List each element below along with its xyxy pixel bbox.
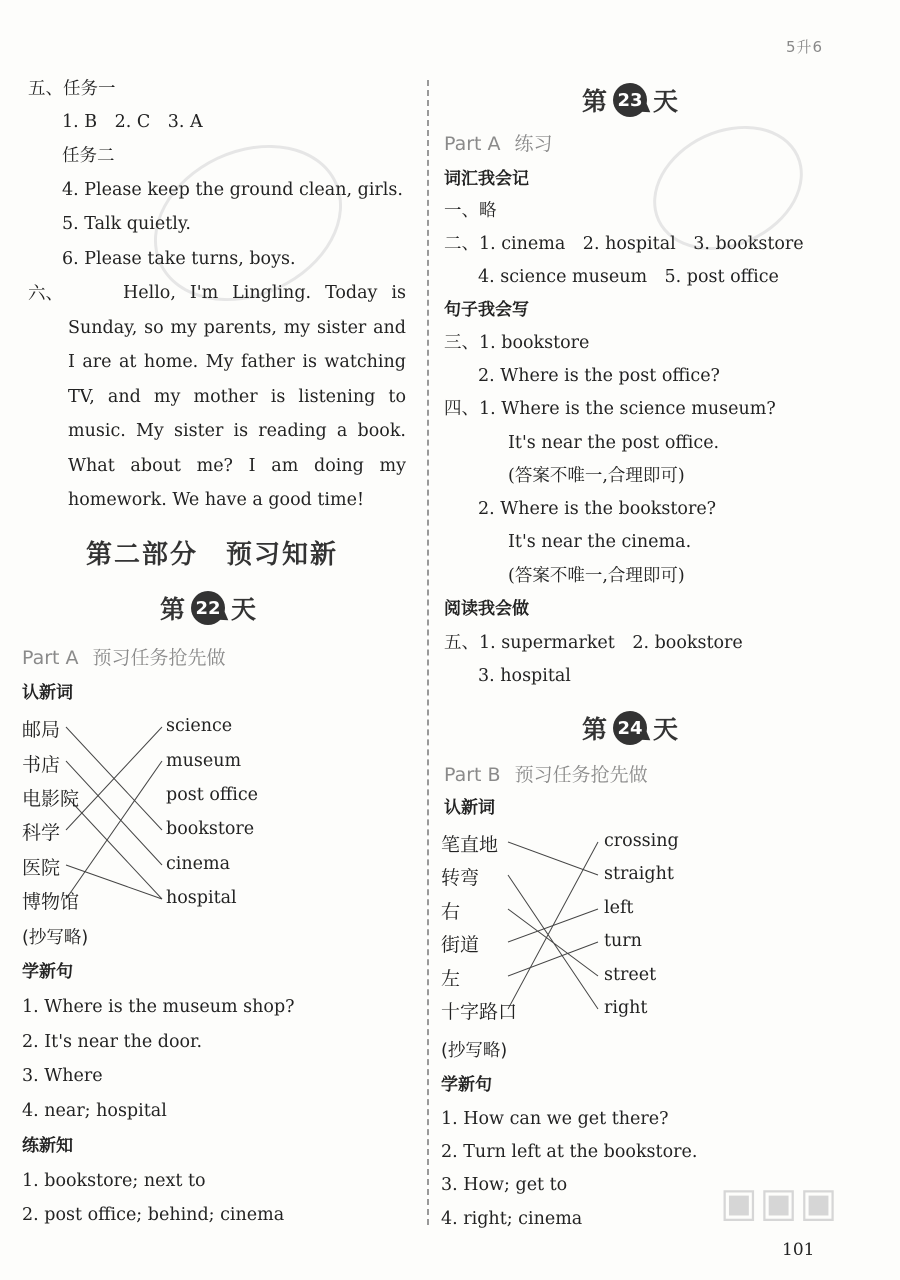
- answer-line: 3. hospital: [478, 666, 571, 686]
- practice-heading: 练新知: [22, 1136, 73, 1156]
- day-suffix: 天: [653, 715, 679, 744]
- matching-line: [508, 909, 598, 976]
- chinese-word: 书店: [22, 754, 61, 776]
- copy-note: (抄写略): [22, 928, 89, 948]
- new-words-heading: 认新词: [444, 798, 495, 818]
- part-title: 练习: [514, 133, 553, 155]
- practice-answer: 2. post office; behind; cinema: [22, 1205, 285, 1225]
- chinese-word: 笔直地: [441, 834, 499, 856]
- section-6-paragraph: Hello, I'm Lingling. Today is Sunday, so my parents, my sister and I are at home. My father is watching TV, and my mother is listening to music. My sister is reading a book. What about me? I am doing my homework. We have a good time!: [68, 283, 406, 510]
- chinese-word: 医院: [22, 857, 61, 879]
- day-suffix: 天: [231, 595, 257, 624]
- english-word: hospital: [166, 888, 237, 908]
- part-title: 预习任务抢先做: [514, 764, 648, 786]
- vocab-heading: 词汇我会记: [444, 169, 529, 189]
- sentence-answer: 2. Turn left at the bookstore.: [441, 1142, 698, 1162]
- english-word: museum: [166, 751, 242, 771]
- sentence-answer: 4. right; cinema: [441, 1209, 583, 1229]
- chinese-word: 街道: [441, 934, 480, 956]
- chinese-word: 右: [441, 901, 461, 923]
- answer-note: (答案不唯一,合理即可): [508, 466, 685, 486]
- answer-line: It's near the cinema.: [508, 532, 692, 552]
- english-word: crossing: [604, 831, 679, 851]
- english-word: post office: [166, 785, 259, 805]
- new-sentences-heading: 学新句: [22, 962, 73, 982]
- task-item: 5. Talk quietly.: [62, 214, 191, 234]
- chinese-word: 转弯: [441, 867, 480, 889]
- new-words-heading: 认新词: [22, 683, 73, 703]
- chinese-word: 博物馆: [22, 891, 80, 913]
- chinese-word: 电影院: [22, 788, 80, 810]
- section-5-answers: 1. B 2. C 3. A: [62, 112, 203, 132]
- answer-line: 五、1. supermarket 2. bookstore: [444, 633, 743, 653]
- day-suffix: 天: [653, 87, 679, 116]
- page-number: 101: [782, 1240, 815, 1260]
- task-two-label: 任务二: [62, 146, 115, 166]
- answer-line: 三、1. bookstore: [444, 333, 590, 353]
- sentence-answer: 2. It's near the door.: [22, 1032, 203, 1052]
- part-two-title: 第二部分 预习知新: [86, 540, 339, 570]
- sentence-heading: 句子我会写: [444, 300, 529, 320]
- answer-line: 4. science museum 5. post office: [478, 267, 779, 287]
- grade-label: 5升6: [786, 38, 824, 56]
- chinese-word: 邮局: [22, 719, 61, 741]
- part-label: Part B: [444, 764, 501, 786]
- day-number-badge: 22: [191, 591, 225, 625]
- answer-note: (答案不唯一,合理即可): [508, 566, 685, 586]
- chinese-word: 左: [441, 968, 461, 990]
- english-word: science: [166, 716, 233, 736]
- part-label: Part A: [444, 133, 501, 155]
- matching-line: [508, 842, 598, 1009]
- part-label: Part A: [22, 647, 79, 669]
- sentence-answer: 3. How; get to: [441, 1175, 568, 1195]
- answer-line: 二、1. cinema 2. hospital 3. bookstore: [444, 234, 804, 254]
- day-prefix: 第: [160, 595, 186, 624]
- practice-answer: 1. bookstore; next to: [22, 1171, 206, 1191]
- section-6-label: 六、: [28, 284, 63, 304]
- watermark-logo: ▣▣▣: [720, 1180, 840, 1226]
- day-prefix: 第: [582, 87, 608, 116]
- english-word: left: [604, 898, 634, 918]
- matching-line: [508, 842, 598, 875]
- english-word: turn: [604, 931, 642, 951]
- answer-line: 一、略: [444, 201, 497, 221]
- english-word: street: [604, 965, 657, 985]
- section-5-title: 五、任务一: [28, 79, 116, 99]
- task-item: 4. Please keep the ground clean, girls.: [62, 180, 403, 200]
- part-title: 预习任务抢先做: [92, 647, 226, 669]
- english-word: bookstore: [166, 819, 255, 839]
- sentence-answer: 1. How can we get there?: [441, 1109, 669, 1129]
- english-word: right: [604, 998, 648, 1018]
- answer-line: 2. Where is the bookstore?: [478, 499, 717, 519]
- new-sentences-heading: 学新句: [441, 1075, 492, 1095]
- reading-heading: 阅读我会做: [444, 599, 529, 619]
- day-prefix: 第: [582, 715, 608, 744]
- answer-line: It's near the post office.: [508, 433, 720, 453]
- chinese-word: 科学: [22, 822, 61, 844]
- sentence-answer: 4. near; hospital: [22, 1101, 167, 1121]
- answer-line: 四、1. Where is the science museum?: [444, 399, 776, 419]
- day-number-badge: 24: [613, 711, 647, 745]
- sentence-answer: 3. Where: [22, 1066, 103, 1086]
- copy-note: (抄写略): [441, 1041, 508, 1061]
- answer-line: 2. Where is the post office?: [478, 366, 720, 386]
- chinese-word: 十字路口: [441, 1001, 518, 1023]
- task-item: 6. Please take turns, boys.: [62, 249, 296, 269]
- day-number-badge: 23: [613, 83, 647, 117]
- matching-line: [508, 942, 598, 976]
- english-word: cinema: [166, 854, 231, 874]
- sentence-answer: 1. Where is the museum shop?: [22, 997, 295, 1017]
- english-word: straight: [604, 864, 674, 884]
